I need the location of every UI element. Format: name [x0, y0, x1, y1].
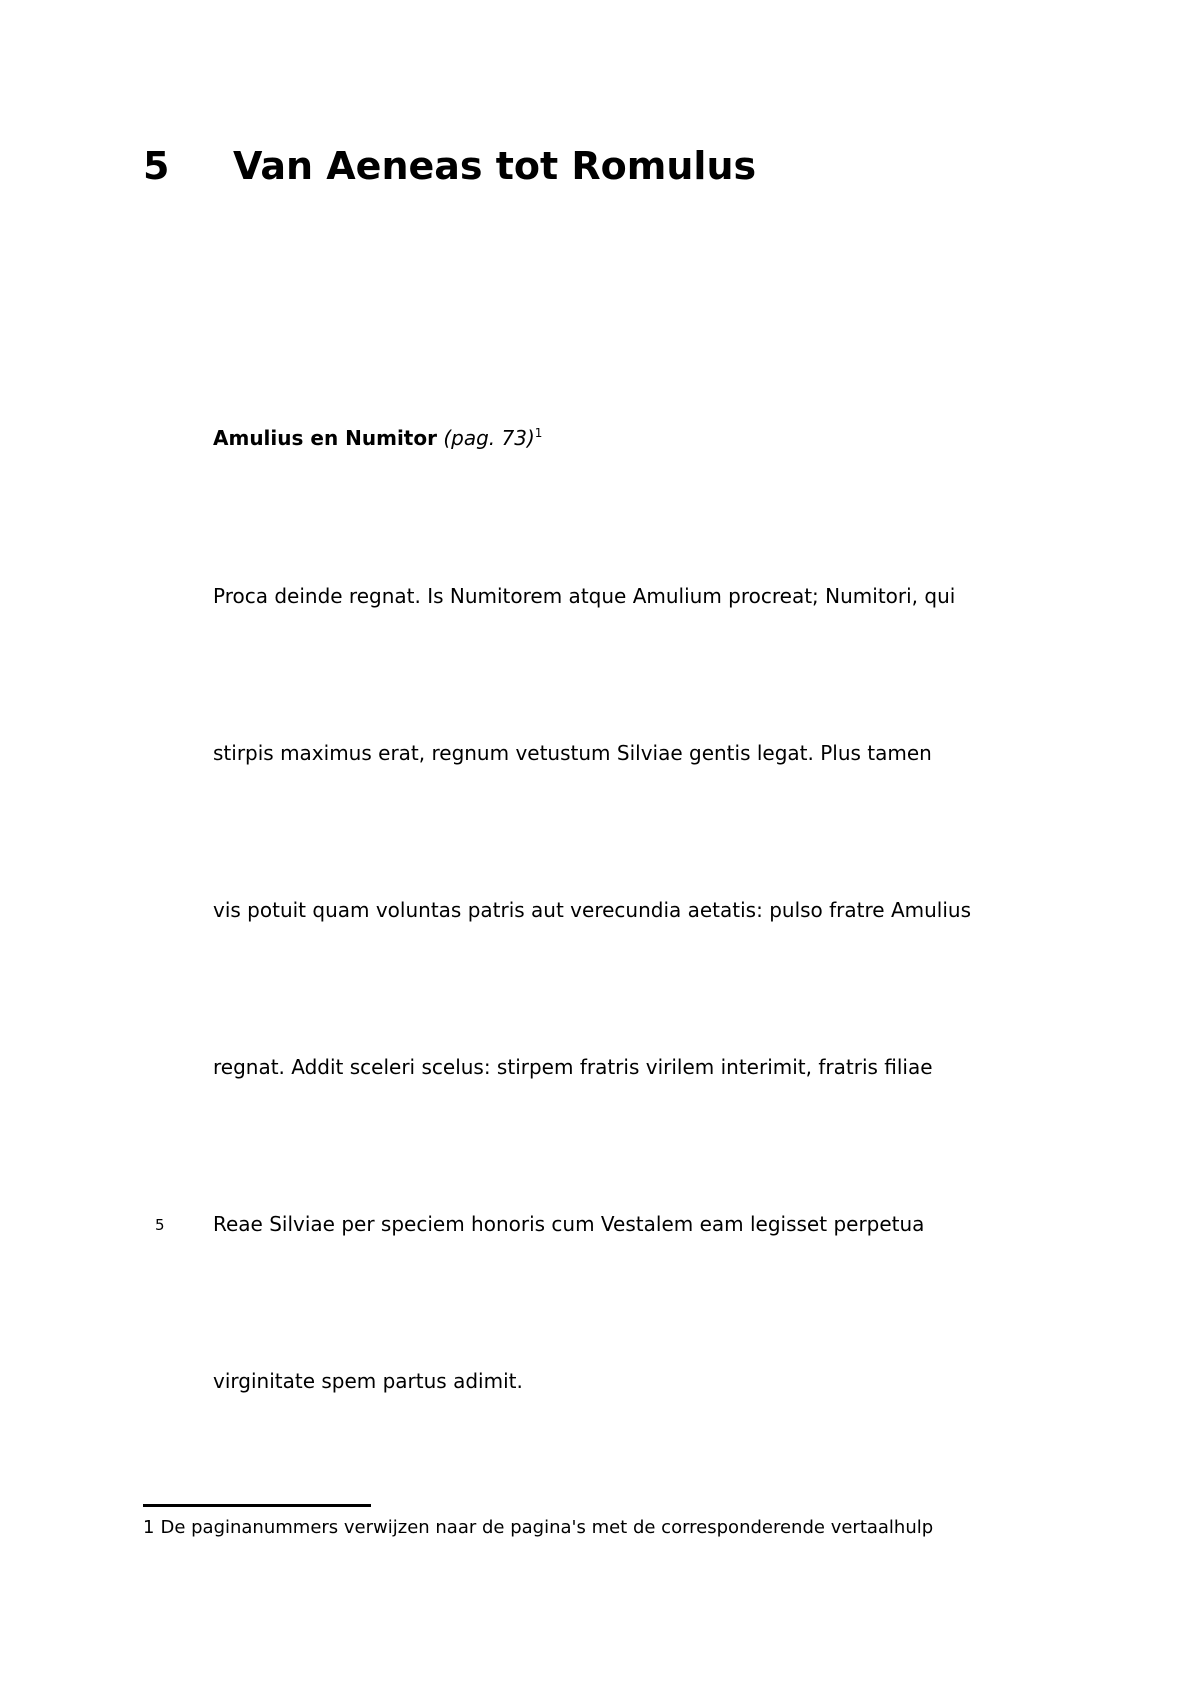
- section-heading: [213, 423, 542, 453]
- text-line-1: Proca deinde regnat. Is Numitorem atque Amulium procreat; Numitori, qui: [213, 584, 956, 608]
- text-line-5: Reae Silviae per speciem honoris cum Vestalem eam legisset perpetua: [213, 1212, 925, 1236]
- footnote-reference: 1: [534, 426, 543, 440]
- footnote-separator: [143, 1504, 371, 1507]
- chapter-number: 5: [143, 144, 170, 188]
- text-line-6: virginitate spem partus adimit.: [213, 1369, 523, 1393]
- footnote-mark: 1: [143, 1517, 155, 1538]
- line-number: 5: [155, 1216, 165, 1234]
- chapter-title: Van Aeneas tot Romulus: [233, 144, 757, 188]
- page-reference: (pag. 73): [443, 426, 535, 450]
- chapter-heading: [143, 140, 756, 192]
- footnote: [143, 1515, 933, 1541]
- text-line-3: vis potuit quam voluntas patris aut verecundia aetatis: pulso fratre Amulius: [213, 898, 971, 922]
- text-line-2: stirpis maximus erat, regnum vetustum Silviae gentis legat. Plus tamen: [213, 741, 932, 765]
- text-line-4: regnat. Addit sceleri scelus: stirpem fratris virilem interimit, fratris filiae: [213, 1055, 933, 1079]
- section-title: Amulius en Numitor: [213, 426, 437, 450]
- footnote-text: De paginanummers verwijzen naar de pagina's met de corresponderende vertaalhulp: [160, 1517, 934, 1538]
